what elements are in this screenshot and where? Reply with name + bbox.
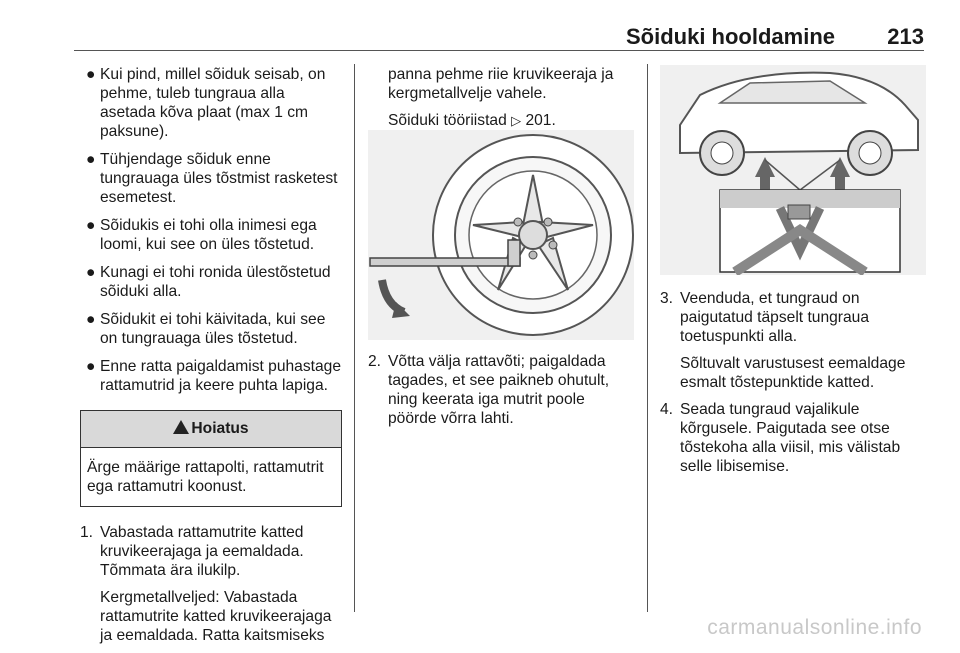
list-item: [80, 65, 342, 141]
header-rule: [74, 50, 924, 51]
page-number: 213: [887, 24, 924, 49]
list-item-text: Sõidukis ei tohi olla inimesi ega loomi, kui see on üles tõstetud.: [100, 217, 317, 253]
warning-text: Ärge määrige rattapolti, rattamutrit ega rattamutri koonust.: [87, 459, 324, 495]
steps-list-2: [368, 352, 636, 428]
continued-text: panna pehme riie kruvikeeraja ja kergmetallvelje vahele.: [388, 66, 614, 102]
step-number: 3.: [660, 290, 674, 307]
step-text: Veenduda, et tungraud on paigutatud täpselt tungraua toetuspunkti alla.: [680, 290, 870, 345]
step-number: 1.: [80, 524, 94, 541]
step-2: [368, 352, 636, 428]
step-text: Kergmetallveljed: Vabastada rattamutrite katted kruvikeerajaga ja eemaldada. Ratta kaitsmiseks: [100, 589, 332, 644]
bullet-icon: ●: [86, 311, 96, 328]
car-jack-illustration: [660, 65, 926, 275]
step-text: Võtta välja rattavõti; paigaldada tagades, et see paikneb ohutult, ning keerata iga mutrit poole pöörde võrra lahti.: [388, 353, 610, 427]
tools-reference: [368, 111, 636, 130]
reference-text: Sõiduki tööriistad: [388, 112, 507, 129]
step-text: Seada tungraud vajalikule kõrgusele. Paigutada see otse tõstekoha alla viisil, mis välistab selle libisemise.: [680, 401, 901, 475]
bullet-icon: ●: [86, 217, 96, 234]
column-3: [660, 289, 928, 484]
step-text: Sõltuvalt varustusest eemaldage esmalt tõstepunktide katted.: [680, 355, 906, 391]
warning-triangle-icon: [173, 420, 189, 434]
step-1: [80, 523, 342, 645]
page-header: [0, 0, 960, 58]
warning-box: [80, 410, 342, 507]
precaution-list: [80, 65, 342, 395]
list-item: [80, 263, 342, 301]
list-item-text: Kui pind, millel sõiduk seisab, on pehme, tuleb tungraua alla asetada kõva plaat (max 1 cm paksune).: [100, 66, 326, 140]
list-item: [80, 357, 342, 395]
bullet-icon: ●: [86, 66, 96, 83]
steps-list-3: [660, 289, 928, 476]
wheel-wrench-illustration: [368, 130, 634, 340]
list-item: [80, 310, 342, 348]
column-divider-2: [647, 64, 648, 612]
steps-list-1: [80, 523, 342, 645]
column-2: [368, 65, 636, 138]
step-number: 4.: [660, 401, 674, 418]
list-item-text: Tühjendage sõiduk enne tungrauaga üles tõstmist rasketest esemetest.: [100, 151, 338, 206]
list-item-text: Sõidukit ei tohi käivitada, kui see on tungrauaga üles tõstetud.: [100, 311, 326, 347]
column-divider-1: [354, 64, 355, 612]
reference-arrow-icon: ▷: [511, 113, 522, 128]
bullet-icon: ●: [86, 264, 96, 281]
warning-header: [81, 411, 341, 448]
step-text: Vabastada rattamutrite katted kruvikeerajaga ja eemaldada. Tõmmata ära ilukilp.: [100, 524, 304, 579]
step-4: [660, 400, 928, 476]
page-title: Sõiduki hooldamine: [625, 24, 835, 49]
list-item-text: Enne ratta paigaldamist puhastage rattamutrid ja keere puhta lapiga.: [100, 358, 342, 394]
step-number: 2.: [368, 353, 382, 370]
reference-page: 201.: [525, 112, 556, 129]
list-item-text: Kunagi ei tohi ronida ülestõstetud sõiduki alla.: [100, 264, 331, 300]
bullet-icon: ●: [86, 358, 96, 375]
column-2-lower: [368, 352, 636, 436]
column-1: [80, 65, 342, 653]
list-item: [80, 150, 342, 207]
watermark: carmanualsonline.info: [707, 616, 922, 639]
list-item: [80, 216, 342, 254]
warning-title: Hoiatus: [191, 420, 249, 437]
bullet-icon: ●: [86, 151, 96, 168]
step-3: [660, 289, 928, 392]
